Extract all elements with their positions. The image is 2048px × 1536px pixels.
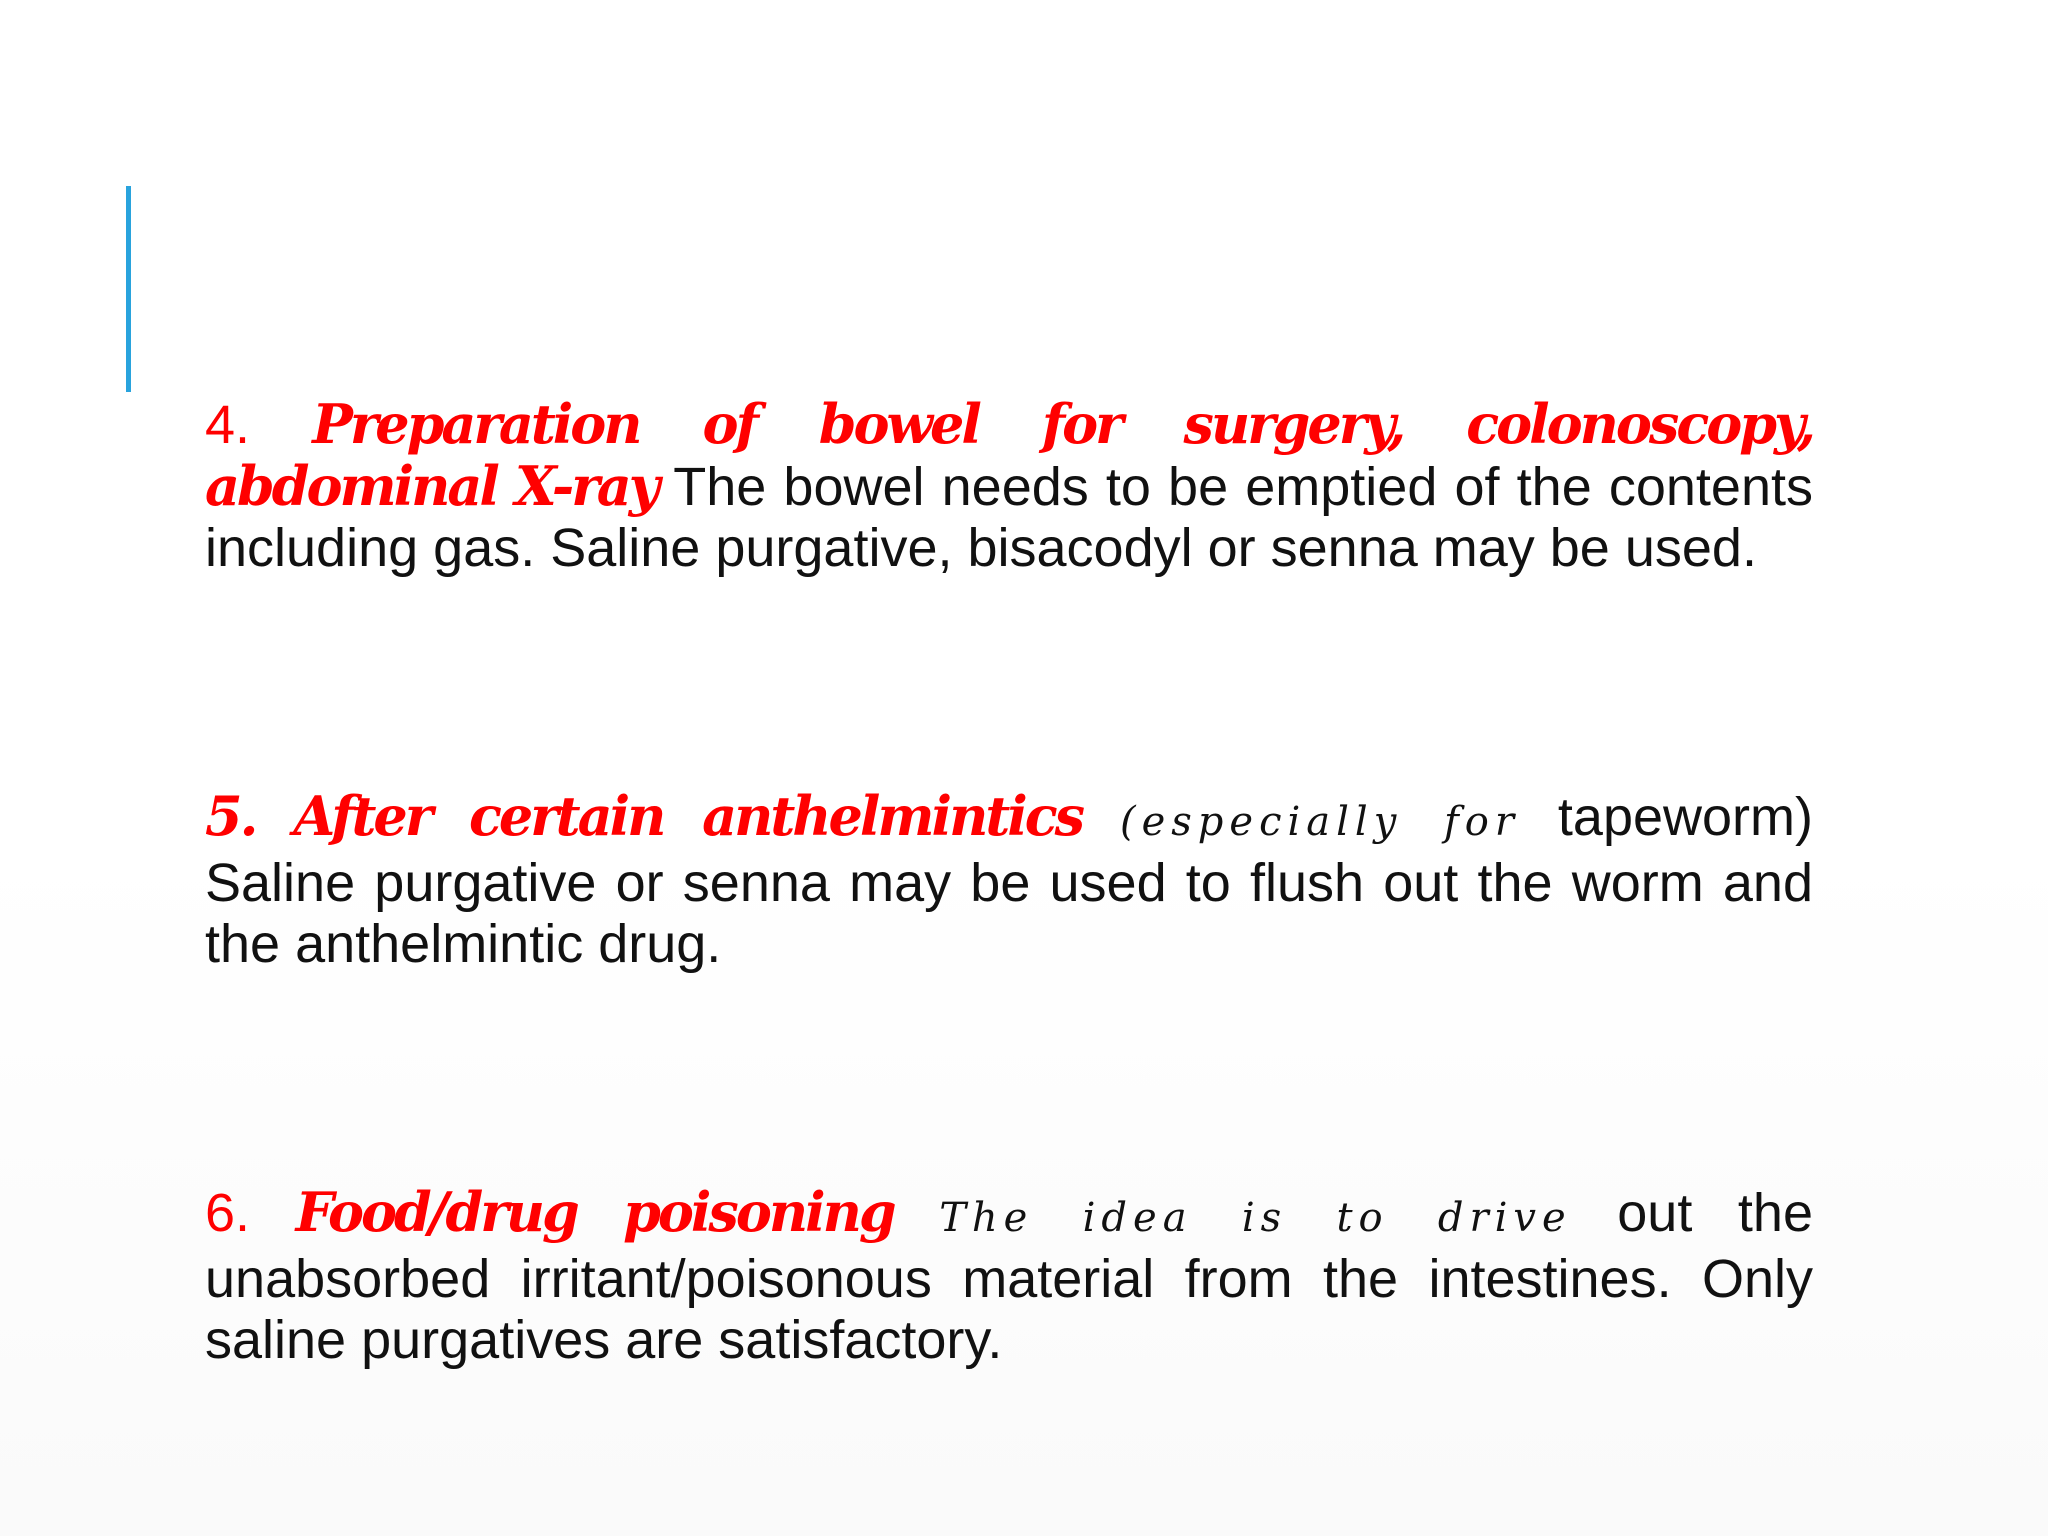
paragraph-poisoning: [205, 1182, 1813, 1371]
item-heading: Preparation of bowel for surgery, colonoscopy, abdominal X-ray: [205, 392, 1813, 518]
item-script-text: The idea is to drive: [939, 1195, 1572, 1241]
item-body: out the unabsorbed irritant/poisonous material from the intestines. Only saline purgatives are satisfactory.: [205, 1183, 1813, 1370]
paragraph-anthelmintics: [205, 786, 1813, 975]
item-heading: After certain anthelmintics: [293, 784, 1083, 848]
item-number: 5.: [205, 784, 256, 848]
accent-bar: [126, 186, 131, 392]
slide-content: [205, 394, 1813, 1371]
item-number: 4.: [205, 395, 251, 455]
item-number: 6.: [205, 1183, 251, 1243]
item-script-text: (especially for: [1120, 799, 1520, 845]
item-body: tapeworm) Saline purgative or senna may be used to flush out the worm and the anthelmintic drug.: [205, 787, 1813, 974]
item-heading: Food/drug poisoning: [295, 1180, 894, 1244]
paragraph-bowel-preparation: [205, 394, 1813, 579]
item-body: The bowel needs to be emptied of the contents including gas. Saline purgative, bisacodyl or senna may be used.: [205, 457, 1813, 578]
